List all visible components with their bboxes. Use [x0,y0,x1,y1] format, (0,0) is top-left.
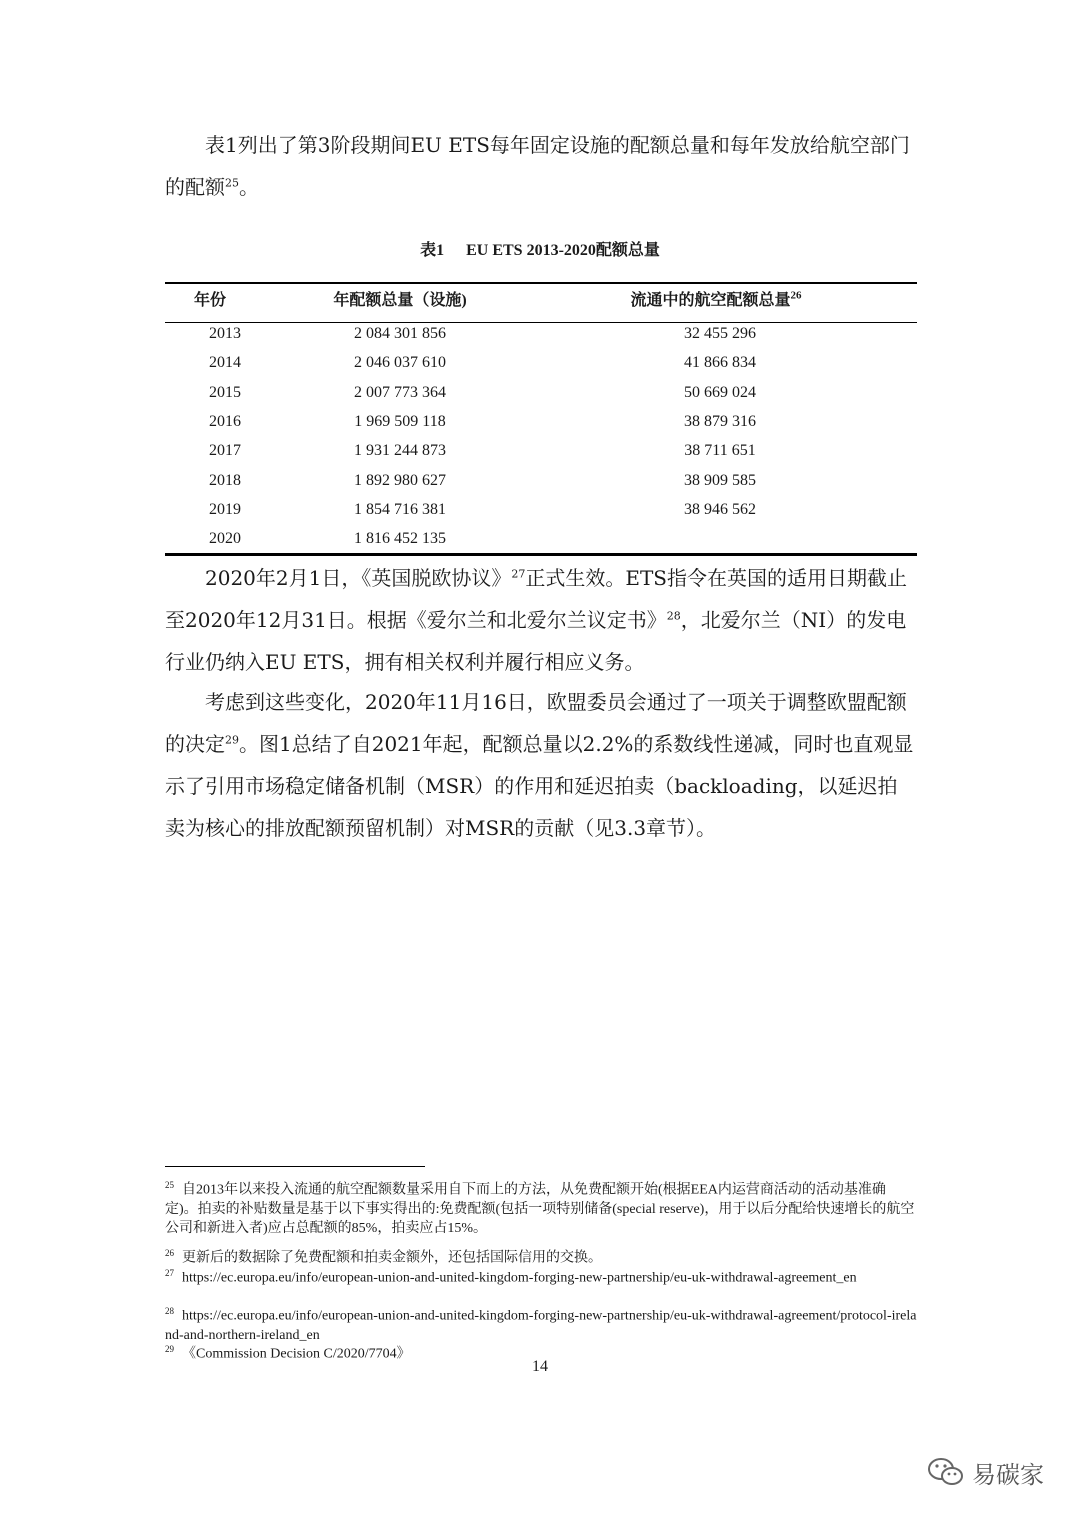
table-row [165,501,917,530]
intro-paragraph: 表1列出了第3阶段期间EU ETS每年固定设施的配额总量和每年发放给航空部门的配额$^{25}$。 [165,133,910,199]
header-annual: 年配额总量（设施) [333,292,467,309]
table-top-rule [165,282,917,284]
footnote-text[interactable]: https://ec.europa.eu/info/european-union-and-united-kingdom-forging-new-partnership/eu-uk-withdrawal-agreement/protocol-ireland-and-northern-ireland_en [165,1308,917,1343]
cell-year: 2014 [209,354,241,372]
table-row [165,354,917,383]
footnote-ref-27[interactable]: 27 [511,567,526,581]
footnote-text: 更新后的数据除了免费配额和拍卖金额外，还包括国际信用的交换。 [182,1250,602,1266]
cell-aviation: 38 879 316 [684,412,756,430]
cell-annual: 1 892 980 627 [354,471,446,489]
cell-year: 2019 [209,500,241,518]
table-header-rule [165,322,917,323]
table-header [165,287,917,313]
paragraph-brexit: 2020年2月1日，《英国脱欧协议》$^{27}$正式生效。ETS指令在英国的适用日期截止至2020年12月31日。根据《爱尔兰和北爱尔兰议定书》$^{28}$，北爱尔兰（NI）的发电行业仍纳入EU ETS，拥有相关权利并履行相应义务。 [165,566,907,674]
footnote-number: 27 [165,1268,174,1278]
table-caption: 表1 EU ETS 2013-2020配额总量 [420,242,660,259]
table-row [165,442,917,471]
wechat-icon [928,1457,964,1487]
cell-year: 2016 [209,412,241,430]
footnote-text: 《Commission Decision C/2020/7704》 [182,1346,411,1362]
footnote-text: 自2013年以来投入流通的航空配额数量采用自下而上的方法，从免费配额开始(根据EEA内运营商活动的活动基准确定)。拍卖的补贴数量是基于以下事实得出的:免费配额(包括一项特别储备(special reserve)，用于以后分配给快速增长的航空公司和新进入者)应占总配额的85%，拍卖应占15%。 [165,1182,915,1236]
cell-aviation: 38 711 651 [684,442,756,460]
cell-annual: 1 854 716 381 [354,500,446,518]
footnote-number: 26 [165,1248,174,1258]
footnote-ref-29[interactable]: 29 [225,733,239,747]
header-aviation: 流通中的航空配额总量$^{26}$ [630,289,802,309]
cell-annual: 2 007 773 364 [354,383,446,401]
cell-annual: 1 931 244 873 [354,442,446,460]
cell-year: 2013 [209,325,241,342]
table-row [165,413,917,442]
cell-annual: 1 816 452 135 [354,530,446,548]
footnote-ref-25[interactable]: 25 [225,176,239,190]
footnote-number: 28 [165,1306,174,1316]
footnote-25 [165,1176,917,1238]
cell-aviation: 38 909 585 [684,471,756,489]
cell-year: 2017 [209,442,241,460]
cell-annual: 1 969 509 118 [354,412,446,430]
cell-aviation: 50 669 024 [684,383,756,401]
cell-aviation: 32 455 296 [684,325,756,342]
cell-annual: 2 084 301 856 [354,325,446,342]
footnote-number: 25 [165,1180,174,1190]
footnote-27 [165,1264,917,1288]
cell-annual: 2 046 037 610 [354,354,446,372]
footnote-divider [165,1166,425,1167]
table-row [165,325,917,354]
footnote-number: 29 [165,1344,174,1354]
watermark-text: 易碳家 [972,1460,1044,1489]
header-year: 年份 [193,292,226,309]
table-bottom-rule [165,553,917,556]
cell-year: 2020 [209,530,241,548]
page-number: 14 [532,1358,548,1375]
footnote-ref-28[interactable]: 28 [666,609,681,623]
paragraph-decision: 考虑到这些变化，2020年11月16日，欧盟委员会通过了一项关于调整欧盟配额的决定$^{29}$。图1总结了自2021年起，配额总量以2.2%的系数线性递减，同时也直观显示了引用市场稳定储备机制（MSR）的作用和延迟拍卖（backloading，以延迟拍卖为核心的排放配额预留机制）对MSR的贡献（见3.3章节）。 [165,690,914,840]
cell-aviation: 41 866 834 [684,354,756,372]
footnote-28 [165,1302,917,1345]
cell-aviation: 38 946 562 [684,500,756,518]
cell-year: 2015 [209,383,241,401]
table-row [165,472,917,501]
cell-year: 2018 [209,471,241,489]
watermark [928,1452,1044,1492]
footnote-ref-26[interactable]: 26 [790,289,802,302]
footnote-text[interactable]: https://ec.europa.eu/info/european-union-and-united-kingdom-forging-new-partnership/eu-uk-withdrawal-agreement_en [182,1270,857,1286]
table-row [165,384,917,413]
intro-text: 表1列出了第3阶段期间EU ETS每年固定设施的配额总量和每年发放给航空部门的配额 [165,133,910,199]
